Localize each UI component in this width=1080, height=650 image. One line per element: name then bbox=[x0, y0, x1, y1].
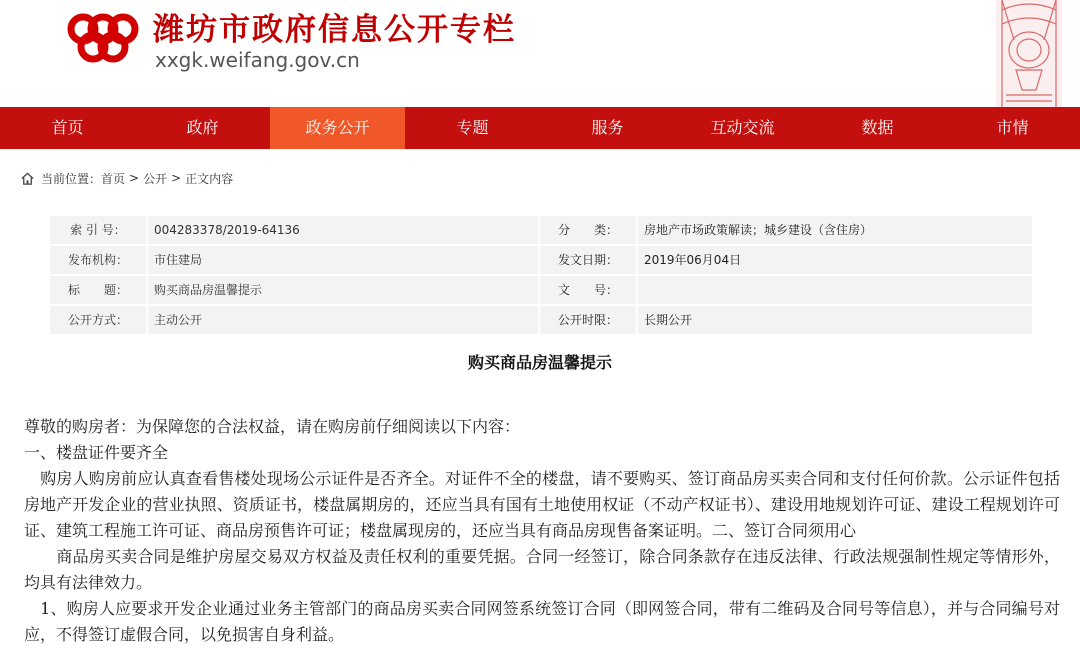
title-value: 购买商品房温馨提示 bbox=[148, 276, 538, 304]
index-number-label: 索 引 号： bbox=[50, 216, 146, 244]
meta-row bbox=[50, 246, 1032, 276]
nav-item-gov-affairs-open[interactable]: 政务公开 bbox=[270, 107, 405, 149]
document-number-label: 文 号： bbox=[540, 276, 636, 304]
breadcrumb-prefix: 当前位置： bbox=[41, 171, 102, 186]
breadcrumb bbox=[20, 168, 233, 188]
site-header bbox=[0, 0, 1080, 107]
nav-item-interaction[interactable]: 互动交流 bbox=[710, 118, 775, 137]
title-label: 标 题： bbox=[50, 276, 146, 304]
article-paragraph: 1、购房人应要求开发企业通过业务主管部门的商品房买卖合同网签系统签订合同（即网签合同，带有二维码及合同号等信息），并与合同编号对应，不得签订虚假合同，以免损害自身利益。 bbox=[24, 599, 1060, 644]
meta-row bbox=[50, 306, 1032, 336]
article-paragraph: 一、楼盘证件要齐全 bbox=[24, 443, 169, 462]
category-value: 房地产市场政策解读；城乡建设（含住房） bbox=[638, 216, 1032, 244]
nav-item-services[interactable]: 服务 bbox=[591, 118, 624, 137]
breadcrumb-open[interactable]: 公开 bbox=[143, 171, 168, 186]
home-icon bbox=[20, 171, 35, 186]
nav-item-topics[interactable]: 专题 bbox=[456, 118, 489, 137]
publisher-value: 市住建局 bbox=[148, 246, 538, 274]
disclosure-period-label: 公开时限： bbox=[540, 306, 636, 334]
nav-item-city-info[interactable]: 市情 bbox=[996, 118, 1029, 137]
document-meta-table bbox=[50, 216, 1032, 336]
site-url: xxgk.weifang.gov.cn bbox=[155, 48, 360, 72]
index-number-value: 004283378/2019-64136 bbox=[148, 216, 538, 244]
publisher-label: 发布机构： bbox=[50, 246, 146, 274]
issue-date-value: 2019年06月04日 bbox=[638, 246, 1032, 274]
breadcrumb-current: 正文内容 bbox=[185, 171, 234, 186]
document-number-value bbox=[638, 276, 1032, 304]
disclosure-mode-label: 公开方式： bbox=[50, 306, 146, 334]
nav-item-home[interactable]: 首页 bbox=[51, 118, 84, 137]
article-body bbox=[24, 414, 1060, 648]
meta-row bbox=[50, 216, 1032, 246]
article-paragraph: 尊敬的购房者：为保障您的合法权益，请在购房前仔细阅读以下内容： bbox=[24, 417, 521, 436]
breadcrumb-separator: > bbox=[129, 171, 140, 185]
article-paragraph: 购房人购房前应认真查看售楼处现场公示证件是否齐全。对证件不全的楼盘，请不要购买、签订商品房买卖合同和支付任何价款。公示证件包括房地产开发企业的营业执照、资质证书，楼盘属期房的，还应当具有国有土地使用权证（不动产权证书）、建设用地规划许可证、建设工程规划许可证、建筑工程施工许可证、商品房预售许可证；楼盘属现房的，还应当具有商品房现售备案证明。二、签订合同须用心 bbox=[24, 469, 1060, 540]
breadcrumb-separator: > bbox=[171, 171, 182, 185]
nav-item-data[interactable]: 数据 bbox=[861, 118, 894, 137]
decorative-kite-icon bbox=[996, 0, 1062, 107]
issue-date-label: 发文日期： bbox=[540, 246, 636, 274]
disclosure-mode-value: 主动公开 bbox=[148, 306, 538, 334]
site-title[interactable]: 潍坊市政府信息公开专栏 bbox=[153, 12, 516, 48]
article-paragraph: 商品房买卖合同是维护房屋交易双方权益及责任权利的重要凭据。合同一经签订，除合同条款存在违反法律、行政法规强制性规定等情形外，均具有法律效力。 bbox=[24, 547, 1060, 592]
article-title: 购买商品房温馨提示 bbox=[467, 353, 612, 372]
nav-item-government[interactable]: 政府 bbox=[186, 118, 219, 137]
main-nav bbox=[0, 107, 1080, 149]
disclosure-period-value: 长期公开 bbox=[638, 306, 1032, 334]
site-logo-icon[interactable] bbox=[66, 12, 140, 64]
category-label: 分 类： bbox=[540, 216, 636, 244]
breadcrumb-home[interactable]: 首页 bbox=[101, 171, 126, 186]
meta-row bbox=[50, 276, 1032, 306]
